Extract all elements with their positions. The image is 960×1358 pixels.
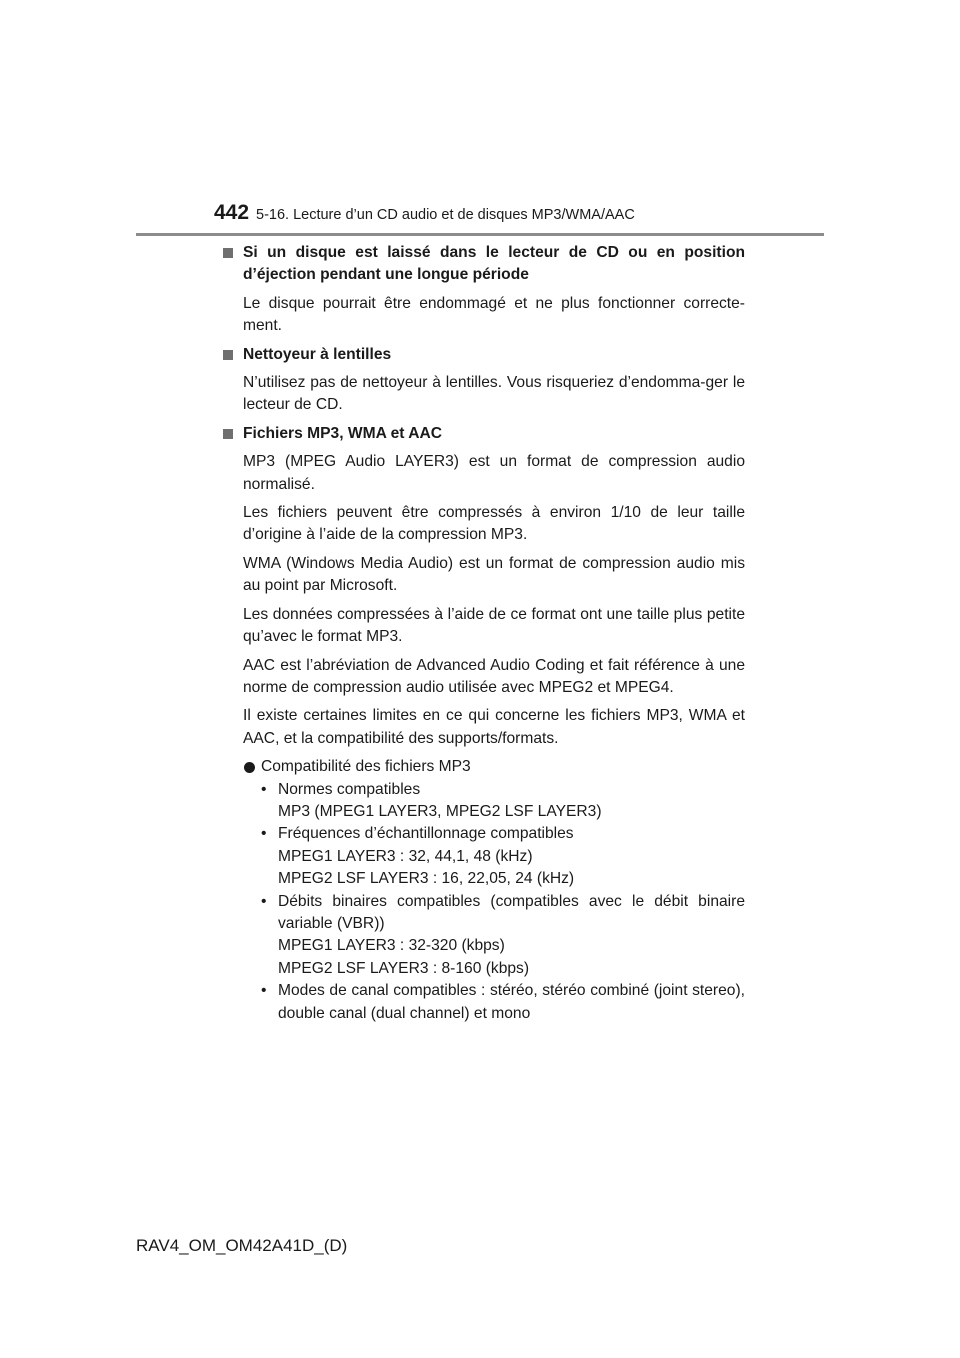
mp3-compatibility-block (221, 756, 745, 1025)
dot-bullet-icon: • (261, 780, 267, 798)
paragraph: Les fichiers peuvent être compressés à environ 1/10 de leur taille d’origine à l’aide de la compression MP3. (243, 504, 745, 544)
disc-bullet-icon (244, 762, 255, 773)
section-mp3-wma-aac-files (221, 423, 745, 1025)
page-header (214, 200, 824, 236)
square-bullet-icon (223, 350, 233, 360)
paragraph: Les données compressées à l’aide de ce format ont une taille plus petite qu’avec le format MP3. (243, 605, 745, 646)
square-bullet-icon (223, 248, 233, 258)
list-item (243, 891, 745, 981)
bullet-title (243, 756, 745, 778)
paragraph: MP3 (MPEG Audio LAYER3) est un format de compression audio normalisé. (243, 453, 745, 493)
section-heading (221, 242, 745, 287)
footer-doc-code: RAV4_OM_OM42A41D_(D) (136, 1236, 348, 1255)
paragraph: AAC est l’abréviation de Advanced Audio Coding et fait référence à une norme de compression audio utilisée avec MPEG2 et MPEG4. (243, 656, 745, 696)
page-number: 442 (214, 201, 250, 224)
list-item-label: Débits binaires compatibles (compatibles avec le débit binaire variable (VBR)) (278, 892, 745, 932)
compatibility-list (243, 779, 745, 1025)
list-item (243, 980, 745, 1025)
section-disc-left-in-player (221, 242, 745, 338)
section-heading (221, 423, 745, 445)
square-bullet-icon (223, 429, 233, 439)
header-rule (136, 233, 824, 236)
list-item-label: Fréquences d’échantillonnage compatibles (278, 825, 574, 843)
paragraph: WMA (Windows Media Audio) est un format de compression audio mis au point par Microsoft. (243, 554, 745, 595)
list-item-detail: MPEG1 LAYER3 : 32, 44,1, 48 (kHz) (278, 847, 533, 865)
section-heading-text: Nettoyeur à lentilles (243, 345, 392, 363)
section-heading-text: Si un disque est laissé dans le lecteur de CD ou en position d’éjection pendant une longue période (243, 244, 745, 284)
dot-bullet-icon: • (261, 892, 267, 910)
dot-bullet-icon: • (261, 825, 267, 843)
paragraph: Le disque pourrait être endommagé et ne plus fonctionner correcte-ment. (243, 294, 745, 335)
list-item-detail: MPEG2 LSF LAYER3 : 8-160 (kbps) (278, 959, 530, 977)
list-item-detail: MPEG1 LAYER3 : 32-320 (kbps) (278, 937, 505, 955)
page-content (221, 242, 745, 1031)
paragraph: Il existe certaines limites en ce qui concerne les fichiers MP3, WMA et AAC, et la compatibilité des supports/formats. (243, 707, 745, 747)
list-item-label: Normes compatibles (278, 780, 421, 798)
list-item-label: Modes de canal compatibles : stéréo, stéréo combiné (joint stereo), double canal (dual channel) et mono (278, 982, 745, 1022)
list-item (243, 779, 745, 824)
section-heading-text: Fichiers MP3, WMA et AAC (243, 424, 442, 442)
paragraph: N’utilisez pas de nettoyeur à lentilles. Vous risqueriez d’endomma-ger le lecteur de CD. (243, 374, 745, 414)
list-item (243, 823, 745, 890)
list-item-detail: MPEG2 LSF LAYER3 : 16, 22,05, 24 (kHz) (278, 870, 575, 888)
list-item-detail: MP3 (MPEG1 LAYER3, MPEG2 LSF LAYER3) (278, 802, 602, 820)
chapter-title: 5-16. Lecture d’un CD audio et de disques MP3/WMA/AAC (256, 207, 635, 223)
dot-bullet-icon: • (261, 982, 267, 1000)
section-lens-cleaner (221, 344, 745, 417)
bullet-title-text: Compatibilité des fichiers MP3 (261, 758, 471, 776)
section-heading (221, 344, 745, 366)
